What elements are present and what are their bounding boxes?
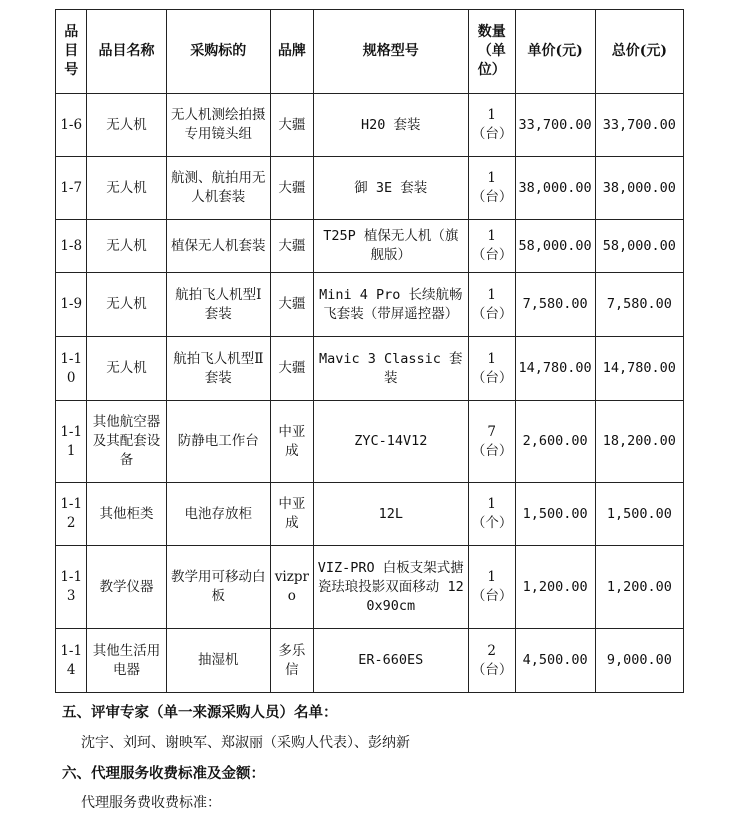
cell-brand: vizpro: [271, 546, 314, 629]
cell-total: 18,200.00: [595, 401, 683, 483]
cell-total: 38,000.00: [595, 157, 683, 220]
header-item-name: 品目名称: [87, 10, 166, 94]
cell-qty: 1（台）: [468, 94, 515, 157]
section6-heading: 六、代理服务收费标准及金额：: [62, 765, 265, 782]
header-spec: 规格型号: [313, 10, 468, 94]
cell-brand: 大疆: [271, 157, 314, 220]
cell-unit: 14,780.00: [515, 337, 595, 401]
cell-unit: 1,200.00: [515, 546, 595, 629]
section5-content: 沈宇、刘珂、谢映军、郑淑丽（采购人代表）、彭纳新: [81, 735, 410, 751]
cell-qty: 2（台）: [468, 629, 515, 693]
cell-no: 1-11: [56, 401, 87, 483]
table-row: [56, 94, 684, 157]
cell-no: 1-9: [56, 273, 87, 337]
cell-spec: ZYC-14V12: [313, 401, 468, 483]
cell-no: 1-13: [56, 546, 87, 629]
cell-unit: 33,700.00: [515, 94, 595, 157]
cell-qty: 1（台）: [468, 546, 515, 629]
cell-brand: 中亚成: [271, 401, 314, 483]
cell-qty: 1（个）: [468, 483, 515, 546]
cell-total: 9,000.00: [595, 629, 683, 693]
cell-item: 教学仪器: [87, 546, 166, 629]
cell-qty: 1（台）: [468, 157, 515, 220]
cell-brand: 大疆: [271, 94, 314, 157]
cell-unit: 4,500.00: [515, 629, 595, 693]
cell-total: 1,200.00: [595, 546, 683, 629]
cell-target: 教学用可移动白板: [166, 546, 270, 629]
cell-brand: 中亚成: [271, 483, 314, 546]
header-item-no: 品目号: [56, 10, 87, 94]
table-row: [56, 483, 684, 546]
table-row: [56, 401, 684, 483]
header-brand: 品牌: [271, 10, 314, 94]
cell-total: 58,000.00: [595, 220, 683, 273]
cell-brand: 大疆: [271, 337, 314, 401]
header-total-price: 总价(元): [595, 10, 683, 94]
cell-target: 植保无人机套装: [166, 220, 270, 273]
cell-total: 1,500.00: [595, 483, 683, 546]
cell-qty: 7（台）: [468, 401, 515, 483]
header-qty: 数量（单位）: [468, 10, 515, 94]
cell-brand: 多乐信: [271, 629, 314, 693]
table-row: [56, 337, 684, 401]
section5-heading: 五、评审专家（单一来源采购人员）名单：: [62, 704, 338, 721]
cell-target: 防静电工作台: [166, 401, 270, 483]
cell-target: 航测、航拍用无人机套装: [166, 157, 270, 220]
cell-qty: 1（台）: [468, 273, 515, 337]
cell-target: 航拍飞人机型Ⅰ套装: [166, 273, 270, 337]
table-row: [56, 273, 684, 337]
cell-brand: 大疆: [271, 220, 314, 273]
cell-no: 1-12: [56, 483, 87, 546]
cell-no: 1-8: [56, 220, 87, 273]
cell-total: 7,580.00: [595, 273, 683, 337]
cell-item: 无人机: [87, 157, 166, 220]
cell-spec: Mavic 3 Classic 套装: [313, 337, 468, 401]
table-row: [56, 546, 684, 629]
header-unit-price: 单价(元): [515, 10, 595, 94]
table-row: [56, 629, 684, 693]
cell-qty: 1（台）: [468, 220, 515, 273]
table-row: [56, 157, 684, 220]
cell-brand: 大疆: [271, 273, 314, 337]
cell-spec: 12L: [313, 483, 468, 546]
cell-item: 无人机: [87, 220, 166, 273]
cell-no: 1-7: [56, 157, 87, 220]
cell-unit: 58,000.00: [515, 220, 595, 273]
cell-target: 无人机测绘拍摄专用镜头组: [166, 94, 270, 157]
cell-item: 其他航空器及其配套设备: [87, 401, 166, 483]
cell-item: 其他生活用电器: [87, 629, 166, 693]
cell-qty: 1（台）: [468, 337, 515, 401]
header-target: 采购标的: [166, 10, 270, 94]
cell-no: 1-10: [56, 337, 87, 401]
cell-target: 电池存放柜: [166, 483, 270, 546]
cell-unit: 2,600.00: [515, 401, 595, 483]
table-header-row: [56, 10, 684, 94]
cell-total: 33,700.00: [595, 94, 683, 157]
cell-unit: 7,580.00: [515, 273, 595, 337]
table-row: [56, 220, 684, 273]
cell-item: 无人机: [87, 337, 166, 401]
cell-spec: H20 套装: [313, 94, 468, 157]
cell-item: 无人机: [87, 94, 166, 157]
cell-no: 1-14: [56, 629, 87, 693]
cell-target: 航拍飞人机型Ⅱ套装: [166, 337, 270, 401]
cell-unit: 1,500.00: [515, 483, 595, 546]
cell-target: 抽湿机: [166, 629, 270, 693]
cell-spec: 御 3E 套装: [313, 157, 468, 220]
procurement-table: [55, 9, 684, 693]
cell-spec: Mini 4 Pro 长续航畅飞套装（带屏遥控器）: [313, 273, 468, 337]
cell-spec: VIZ-PRO 白板支架式搪瓷珐琅投影双面移动 120x90cm: [313, 546, 468, 629]
cell-item: 其他柜类: [87, 483, 166, 546]
section6-content: 代理服务费收费标准：: [81, 795, 221, 811]
cell-spec: ER-660ES: [313, 629, 468, 693]
cell-total: 14,780.00: [595, 337, 683, 401]
cell-item: 无人机: [87, 273, 166, 337]
cell-spec: T25P 植保无人机（旗舰版）: [313, 220, 468, 273]
cell-no: 1-6: [56, 94, 87, 157]
cell-unit: 38,000.00: [515, 157, 595, 220]
